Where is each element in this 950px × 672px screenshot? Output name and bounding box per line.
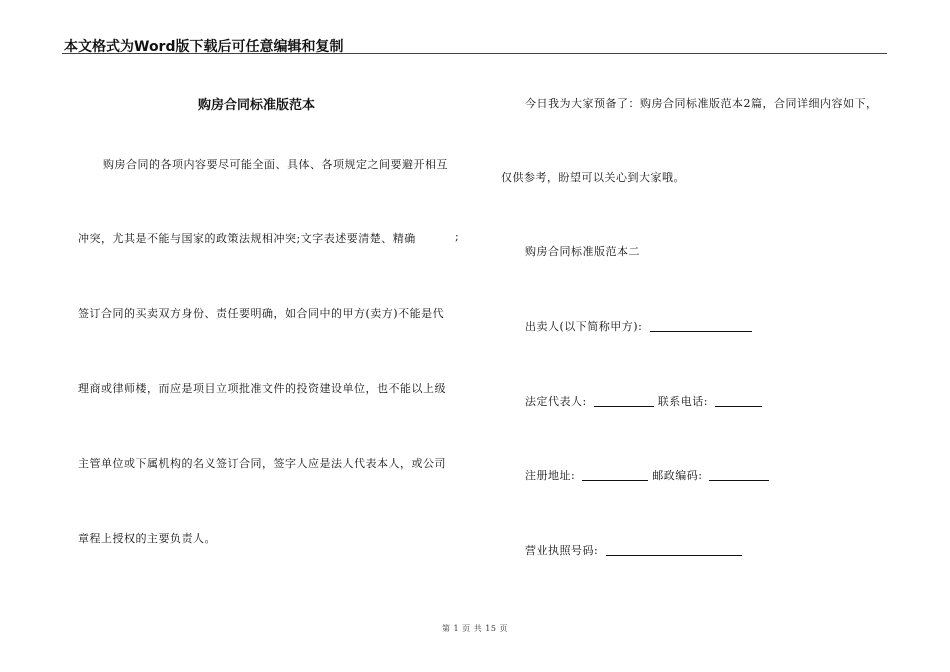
license-blank — [606, 544, 742, 556]
postcode-label: 邮政编码: — [652, 469, 703, 482]
legal-rep-label: 法定代表人: — [525, 395, 587, 408]
header-divider — [62, 53, 887, 54]
address-label: 注册地址: — [525, 469, 576, 482]
phone-blank — [715, 395, 762, 407]
seller-field — [525, 318, 752, 334]
document-header: 本文格式为Word版下载后可任意编辑和复制 — [64, 39, 344, 55]
address-field — [525, 467, 769, 483]
body-line-2: 冲突，尤其是不能与国家的政策法规相冲突;文字表述要清楚、精确 — [78, 232, 416, 245]
seller-label: 出卖人(以下简称甲方): — [525, 320, 643, 333]
phone-label: 联系电话: — [657, 395, 708, 408]
postcode-blank — [709, 469, 769, 481]
body-line-4: 理商或律师楼，而应是项目立项批准文件的投资建设单位，也不能以上级 — [78, 382, 446, 395]
body-line-2-end: ; — [455, 230, 460, 243]
body-line-5: 主管单位或下属机构的名义签订合同，签字人应是法人代表本人，或公司 — [78, 457, 446, 470]
body-line-6: 章程上授权的主要负责人。 — [78, 532, 216, 545]
body-line-1: 购房合同的各项内容要尽可能全面、具体、各项规定之间要避开相互 — [103, 158, 448, 171]
address-blank — [582, 469, 648, 481]
page-number: 第 1 页 共 15 页 — [442, 624, 508, 633]
section-subtitle: 购房合同标准版范本二 — [525, 245, 640, 258]
intro-line-2: 仅供参考，盼望可以关心到大家哦。 — [501, 171, 685, 184]
license-field — [525, 542, 742, 558]
intro-line-1: 今日我为大家预备了：购房合同标准版范本2篇，合同详细内容如下， — [525, 97, 878, 110]
body-line-3: 签订合同的买卖双方身份、责任要明确，如合同中的甲方(卖方)不能是代 — [78, 307, 445, 320]
seller-blank — [650, 320, 752, 332]
legal-rep-blank — [594, 395, 654, 407]
license-label: 营业执照号码: — [525, 544, 599, 557]
legal-rep-field — [525, 393, 762, 409]
page-title: 购房合同标准版范本 — [198, 98, 316, 113]
